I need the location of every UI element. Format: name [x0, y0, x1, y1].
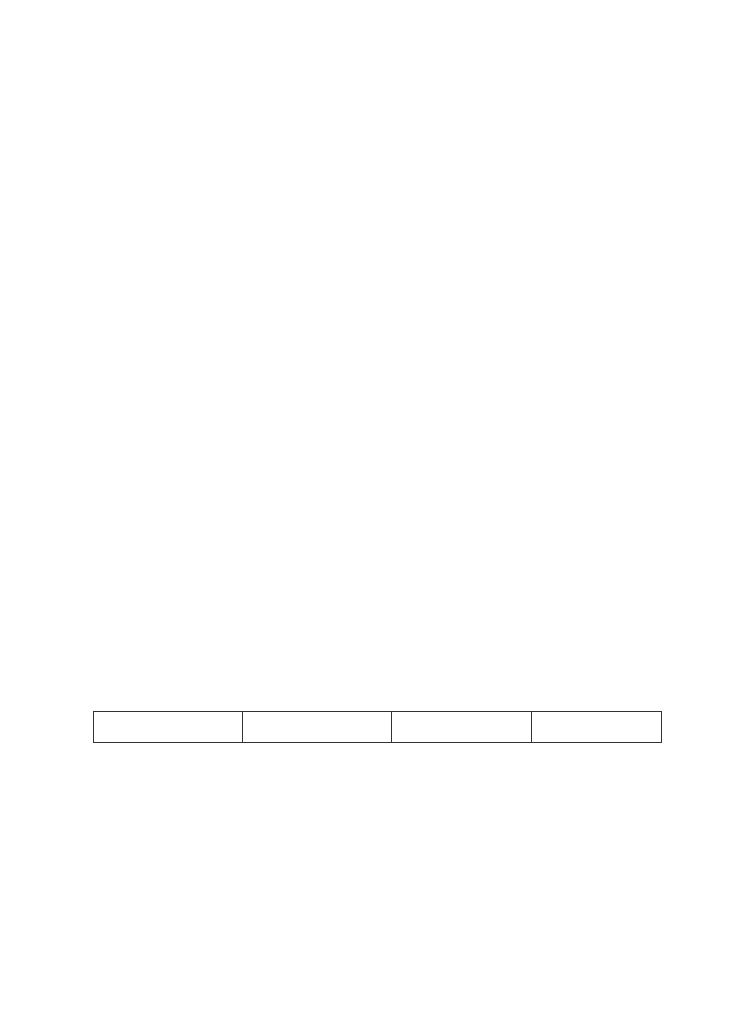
- header-loss: [532, 712, 662, 743]
- table-header-row: [94, 712, 662, 743]
- spec-table: [93, 711, 662, 743]
- header-spec: [94, 712, 243, 743]
- header-temp: [242, 712, 392, 743]
- header-power: [392, 712, 532, 743]
